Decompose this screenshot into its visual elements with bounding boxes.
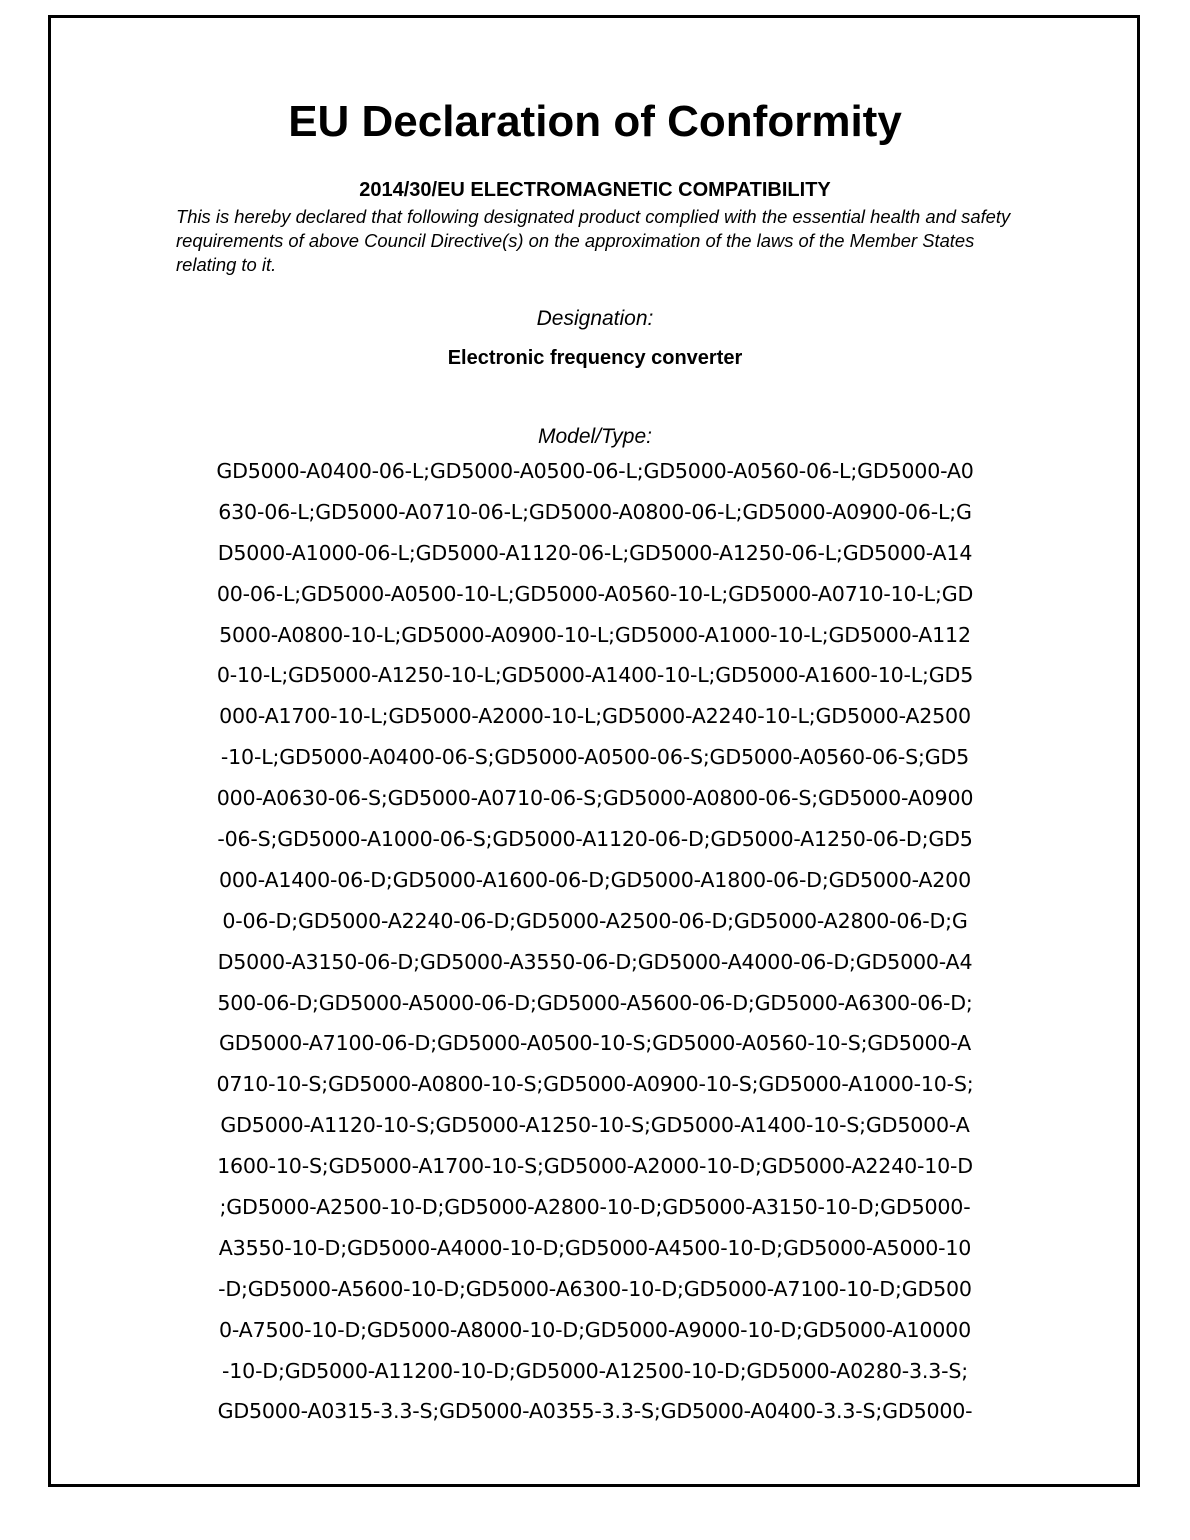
model-type-line: 0-10-L;GD5000-A1250-10-L;GD5000-A1400-10-L;GD5000-A1600-10-L;GD5 — [216, 663, 974, 688]
directive-heading: 2014/30/EU ELECTROMAGNETIC COMPATIBILITY — [359, 179, 831, 201]
model-type-line: 0710-10-S;GD5000-A0800-10-S;GD5000-A0900-10-S;GD5000-A1000-10-S; — [216, 1072, 974, 1097]
model-type-line: D5000-A1000-06-L;GD5000-A1120-06-L;GD5000-A1250-06-L;GD5000-A14 — [217, 540, 973, 565]
model-type-line: -10-D;GD5000-A11200-10-D;GD5000-A12500-10-D;GD5000-A0280-3.3-S; — [222, 1358, 968, 1383]
model-type-line: GD5000-A0400-06-L;GD5000-A0500-06-L;GD5000-A0560-06-L;GD5000-A0 — [216, 459, 974, 483]
model-type-line: -06-S;GD5000-A1000-06-S;GD5000-A1120-06-D;GD5000-A1250-06-D;GD5 — [217, 827, 973, 852]
model-type-line: GD5000-A7100-06-D;GD5000-A0500-10-S;GD5000-A0560-10-S;GD5000-A — [218, 1031, 971, 1056]
model-type-line: A3550-10-D;GD5000-A4000-10-D;GD5000-A4500-10-D;GD5000-A5000-10 — [218, 1235, 972, 1260]
model-type-line: -D;GD5000-A5600-10-D;GD5000-A6300-10-D;GD5000-A7100-10-D;GD500 — [218, 1276, 972, 1301]
model-type-line: 0-06-D;GD5000-A2240-06-D;GD5000-A2500-06-D;GD5000-A2800-06-D;G — [222, 908, 968, 933]
model-type-line: D5000-A3150-06-D;GD5000-A3550-06-D;GD5000-A4000-06-D;GD5000-A4 — [217, 949, 973, 974]
document-title: EU Declaration of Conformity — [288, 97, 902, 146]
model-type-line: 00-06-L;GD5000-A0500-10-L;GD5000-A0560-10-L;GD5000-A0710-10-L;GD — [216, 581, 974, 606]
model-type-line: 500-06-D;GD5000-A5000-06-D;GD5000-A5600-06-D;GD5000-A6300-06-D; — [217, 990, 973, 1015]
model-type-line: 000-A1400-06-D;GD5000-A1600-06-D;GD5000-A1800-06-D;GD5000-A200 — [219, 867, 971, 892]
model-type-line: 000-A0630-06-S;GD5000-A0710-06-S;GD5000-A0800-06-S;GD5000-A0900 — [216, 786, 974, 811]
model-type-label: Model/Type: — [538, 425, 652, 448]
designation-label: Designation: — [536, 307, 654, 330]
model-type-line: -10-L;GD5000-A0400-06-S;GD5000-A0500-06-S;GD5000-A0560-06-S;GD5 — [220, 745, 970, 770]
model-type-line: GD5000-A1120-10-S;GD5000-A1250-10-S;GD5000-A1400-10-S;GD5000-A — [220, 1113, 970, 1138]
model-type-line: ;GD5000-A2500-10-D;GD5000-A2800-10-D;GD5000-A3150-10-D;GD5000- — [219, 1195, 971, 1220]
model-type-line: 630-06-L;GD5000-A0710-06-L;GD5000-A0800-06-L;GD5000-A0900-06-L;G — [218, 499, 972, 524]
model-type-line: 000-A1700-10-L;GD5000-A2000-10-L;GD5000-A2240-10-L;GD5000-A2500 — [219, 704, 971, 729]
model-type-line: 5000-A0800-10-L;GD5000-A0900-10-L;GD5000-A1000-10-L;GD5000-A112 — [219, 622, 971, 647]
model-type-line: GD5000-A0315-3.3-S;GD5000-A0355-3.3-S;GD5000-A0400-3.3-S;GD5000- — [217, 1399, 973, 1424]
model-type-line: 0-A7500-10-D;GD5000-A8000-10-D;GD5000-A9000-10-D;GD5000-A10000 — [219, 1317, 971, 1342]
designation-value: Electronic frequency converter — [447, 347, 743, 369]
model-type-line: 1600-10-S;GD5000-A1700-10-S;GD5000-A2000-10-D;GD5000-A2240-10-D — [217, 1154, 973, 1179]
model-type-list — [160, 451, 1030, 1432]
declaration-intro: This is hereby declared that following designated product complied with the essential health and safety requirements of above Council Directive(s) on the approximation of the laws of the Member States relating to it. — [176, 206, 1011, 275]
